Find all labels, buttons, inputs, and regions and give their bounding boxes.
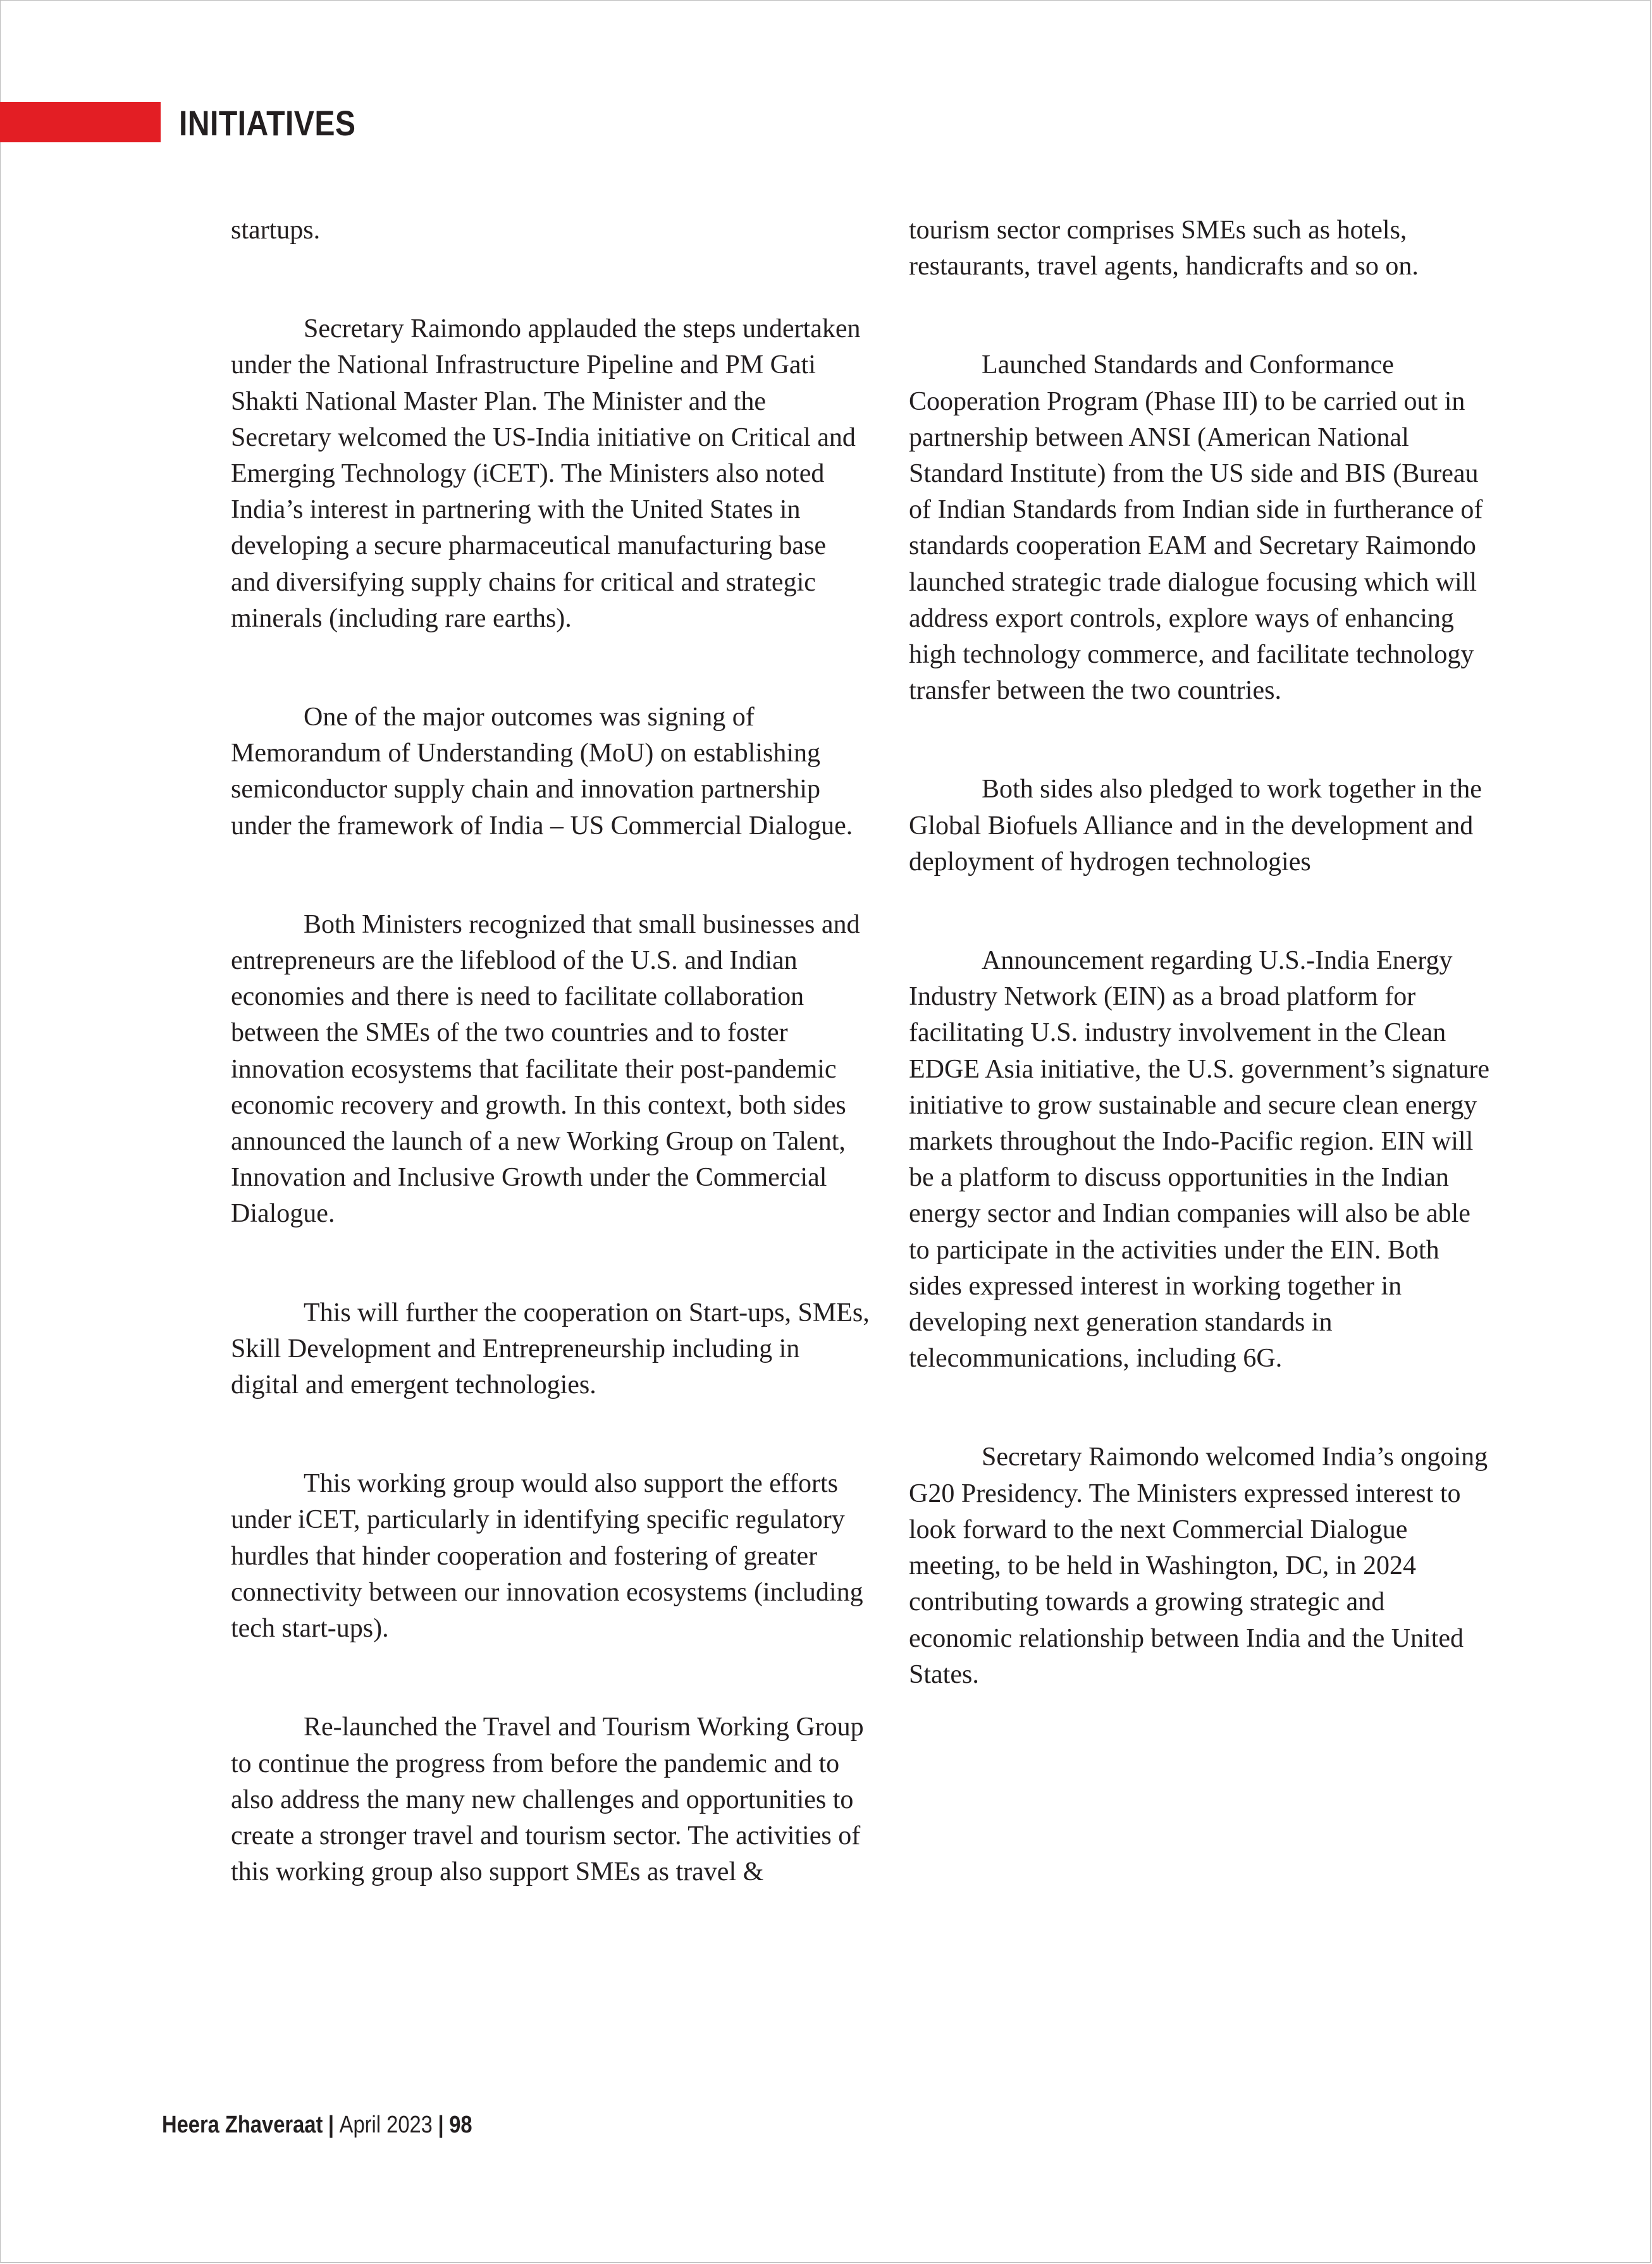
section-accent-bar — [0, 102, 161, 142]
footer-publication: Heera Zhaveraat — [162, 2112, 323, 2138]
paragraph-raimondo-applauded: Secretary Raimondo applauded the steps undertaken under the National Infrastructure Pipeline and PM Gati Shakti National Master Plan. The Minister and the Secretary welcomed the US-India initiative on Critical and Emerging Technology (iCET). The Ministers also noted India’s interest in partnering with the United States in developing a secure pharmaceutical manufacturing base and diversifying supply chains for critical and strategic minerals (including rare earths). — [231, 314, 861, 633]
footer-issue-date: April 2023 — [339, 2112, 433, 2138]
footer-separator: | — [438, 2112, 444, 2138]
paragraph-startups-cooperation: This will further the cooperation on Start-ups, SMEs, Skill Development and Entrepreneurship including in digital and emergent technologies. — [231, 1298, 870, 1400]
paragraph-g20-presidency: Secretary Raimondo welcomed India’s ongoing G20 Presidency. The Ministers expressed interest to look forward to the next Commercial Dialogue meeting, to be held in Washington, DC, in 2024 contributing towards a growing strategic and economic relationship between India and the United States. — [909, 1443, 1488, 1689]
paragraph-energy-network: Announcement regarding U.S.-India Energy Industry Network (EIN) as a broad platform for facilitating U.S. industry involvement in the Clean EDGE Asia initiative, the U.S. government’s signature initiative to grow sustainable and secure clean energy markets throughout the Indo-Pacific region. EIN will be a platform to discuss opportunities in the Indian energy sector and Indian companies will also be able to participate in the activities under the EIN. Both sides expressed interest in working together in developing next generation standards in telecommunications, including 6G. — [909, 946, 1490, 1374]
footer-page-number: 98 — [449, 2112, 472, 2138]
left-column — [231, 212, 870, 1890]
right-column — [909, 212, 1491, 1693]
paragraph-mou-semiconductor: One of the major outcomes was signing of Memorandum of Understanding (MoU) on establishing semiconductor supply chain and innovation partnership under the framework of India – US Commercial Dialogue. — [231, 703, 853, 840]
footer-separator: | — [328, 2112, 335, 2138]
paragraph-small-businesses: Both Ministers recognized that small businesses and entrepreneurs are the lifeblood of the U.S. and Indian economies and there is need to facilitate collaboration between the SMEs of the two countries and to foster innovation ecosystems that facilitate their post-pandemic economic recovery and growth. In this context, both sides announced the launch of a new Working Group on Talent, Innovation and Inclusive Growth under the Commercial Dialogue. — [231, 909, 860, 1229]
section-title: INITIATIVES — [179, 103, 356, 143]
page-footer — [162, 2110, 472, 2140]
paragraph-standards-program: Launched Standards and Conformance Cooperation Program (Phase III) to be carried out in partnership between ANSI (American National Standard Institute) from the US side and BIS (Bureau of Indian Standards from Indian side in furtherance of standards cooperation EAM and Secretary Raimondo launched strategic trade dialogue focusing which will address export controls, explore ways of enhancing high technology commerce, and facilitate technology transfer between the two countries. — [909, 350, 1483, 706]
paragraph-travel-tourism: Re-launched the Travel and Tourism Working Group to continue the progress from before the pandemic and to also address the many new challenges and opportunities to create a stronger travel and tourism sector. The activities of this working group also support SMEs as travel & — [231, 1713, 864, 1887]
paragraph-continued-startups: startups. — [231, 216, 321, 245]
paragraph-continued-tourism: tourism sector comprises SMEs such as hotels, restaurants, travel agents, handicrafts and so on. — [909, 216, 1419, 281]
paragraph-working-group-icet: This working group would also support the efforts under iCET, particularly in identifying specific regulatory hurdles that hinder cooperation and fostering of greater connectivity between our innovation ecosystems (including tech start-ups). — [231, 1469, 863, 1644]
paragraph-biofuels-hydrogen: Both sides also pledged to work together in the Global Biofuels Alliance and in the development and deployment of hydrogen technologies — [909, 775, 1482, 877]
